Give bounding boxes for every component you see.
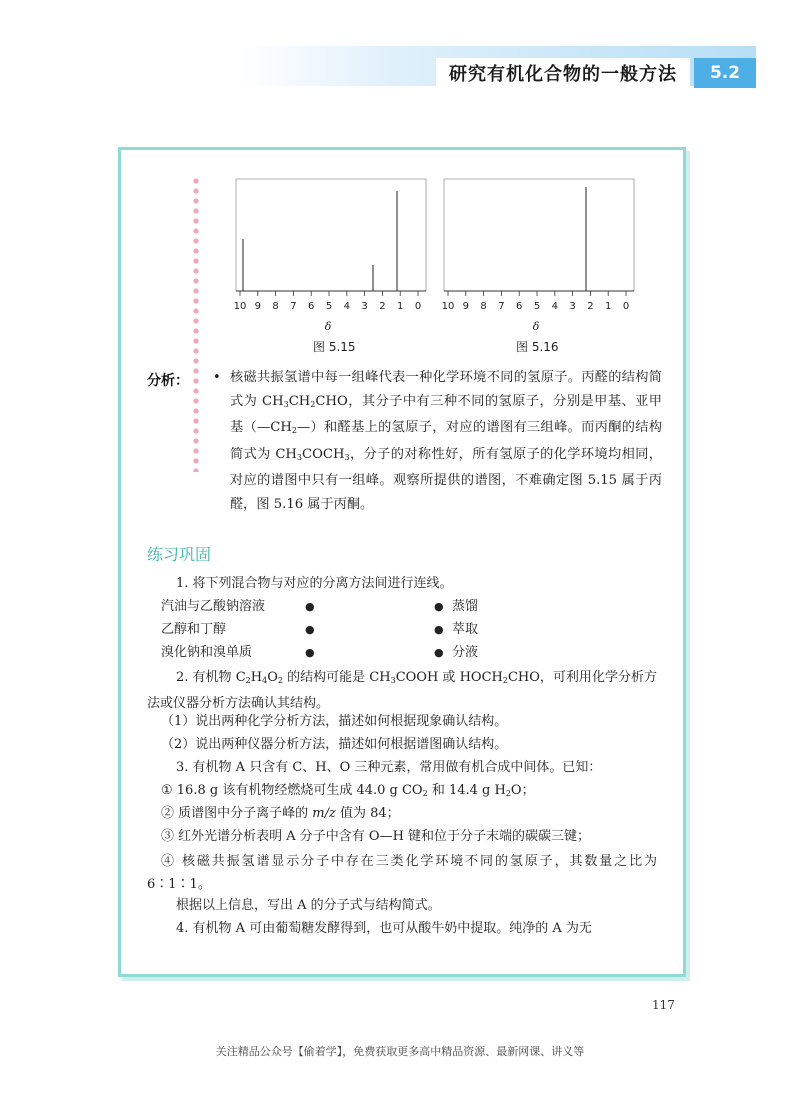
match-dot-left[interactable]: ● bbox=[305, 623, 315, 636]
match-dot-left[interactable]: ● bbox=[305, 646, 315, 659]
question-1: 1. 将下列混合物与对应的分离方法间进行连线。 bbox=[176, 576, 453, 591]
axis-tick-label: 10 bbox=[441, 301, 455, 312]
chapter-title-box bbox=[436, 58, 690, 88]
analysis-bullet: • bbox=[213, 370, 221, 385]
axis-tick-label: 0 bbox=[414, 301, 422, 312]
mixture-item: 汽油与乙酸钠溶液 bbox=[161, 599, 266, 614]
question-3-instruction: 根据以上信息，写出 A 的分子式与结构简式。 bbox=[176, 898, 441, 913]
section-number: 5.2 bbox=[709, 63, 741, 83]
decorative-dots bbox=[191, 176, 201, 472]
method-item: 分液 bbox=[452, 645, 479, 660]
axis-tick-label: 4 bbox=[551, 301, 558, 312]
analysis-paragraph: 核磁共振氢谱中每一组峰代表一种化学环境不同的氢原子。丙醛的结构简式为 $CH_3CH_2CHO$，其分子中有三种不同的氢原子，分别是甲基、亚甲基$(—CH_2—)$和醛基上的氢原子，对应的谱图有三组峰。而丙酮的结构简式为 $CH_3COCH_3$，分子的对称性好，所有氢原子的化学环境均相同，对应的谱图中只有一组峰。观察所提供的谱图，不难确定图 5.15 属于丙醛，图 5.16 属于丙酮。 bbox=[230, 370, 663, 512]
page-number: 117 bbox=[652, 998, 675, 1012]
axis-tick-label: 1 bbox=[605, 301, 612, 312]
question-3: 3. 有机物 A 只含有 C、H、O 三种元素，常用做有机合成中间体。已知： bbox=[176, 760, 602, 775]
axis-tick-label: 9 bbox=[462, 301, 469, 312]
question-2-part-1: （1）说出两种化学分析方法，描述如何根据现象确认结构。 bbox=[161, 714, 508, 729]
match-dot-right[interactable]: ● bbox=[434, 646, 444, 659]
chapter-title: 研究有机化合物的一般方法 bbox=[449, 64, 677, 85]
axis-tick-label: 5 bbox=[325, 301, 333, 312]
question-3-condition-2: ② 质谱图中分子离子峰的 m/z 值为 84； bbox=[161, 806, 400, 821]
axis-tick-label: 6 bbox=[516, 301, 523, 312]
exercise-section-title: 练习巩固 bbox=[147, 545, 212, 564]
axis-label-delta-2: δ bbox=[532, 320, 540, 333]
question-2: 2. 有机物 $C_2H_4O_2$ 的结构可能是 $CH_3COOH$ 或 $HOCH_2CHO$，可利用化学分析方法或仪器分析方法确认其结构。 bbox=[147, 670, 657, 711]
axis-tick-label: 2 bbox=[587, 301, 594, 312]
axis-tick-label: 3 bbox=[569, 301, 576, 312]
method-item: 萃取 bbox=[452, 622, 479, 637]
question-4: 4. 有机物 A 可由葡萄糖发酵得到，也可从酸牛奶中提取。纯净的 A 为无 bbox=[176, 921, 592, 936]
spectrum-figure-5-16 bbox=[440, 177, 640, 337]
axis-tick-label: 5 bbox=[533, 301, 541, 312]
axis-tick-label: 7 bbox=[290, 301, 297, 312]
section-number-box bbox=[694, 58, 756, 88]
axis-tick-label: 3 bbox=[361, 301, 368, 312]
axis-tick-label: 8 bbox=[480, 301, 487, 312]
analysis-label: 分析： bbox=[147, 373, 189, 389]
axis-label-delta-1: δ bbox=[324, 320, 332, 333]
axis-tick-label: 10 bbox=[233, 301, 247, 312]
figure-caption-5-15: 图 5.15 bbox=[313, 340, 356, 354]
mixture-item: 溴化钠和溴单质 bbox=[161, 645, 253, 660]
question-3-condition-1: ① 16.8 g 该有机物经燃烧可生成 44.0 g $CO_2$ 和 14.4 g $H_2O$； bbox=[161, 783, 535, 798]
spectrum-figure-5-15 bbox=[232, 177, 432, 337]
match-dot-left[interactable]: ● bbox=[305, 600, 315, 613]
axis-tick-label: 1 bbox=[397, 301, 404, 312]
method-item: 蒸馏 bbox=[452, 599, 479, 614]
question-3-condition-4: ④ 核磁共振氢谱显示分子中存在三类化学环境不同的氢原子，其数量之比为 6∶1∶1。 bbox=[147, 854, 657, 892]
axis-tick-label: 8 bbox=[272, 301, 279, 312]
match-dot-right[interactable]: ● bbox=[434, 623, 444, 636]
axis-tick-label: 2 bbox=[379, 301, 386, 312]
axis-tick-label: 9 bbox=[254, 301, 261, 312]
axis-tick-label: 0 bbox=[622, 301, 630, 312]
footer-note: 关注精品公众号【偷着学】，免费获取更多高中精品资源、最新网课、讲义等 bbox=[215, 1045, 585, 1058]
axis-tick-label: 4 bbox=[343, 301, 350, 312]
question-3-condition-3: ③ 红外光谱分析表明 A 分子中含有 O—H 键和位于分子末端的碳碳三键； bbox=[161, 829, 591, 844]
axis-tick-label: 7 bbox=[498, 301, 505, 312]
mixture-item: 乙醇和丁醇 bbox=[161, 622, 227, 637]
question-2-part-2: （2）说出两种仪器分析方法，描述如何根据谱图确认结构。 bbox=[161, 737, 508, 752]
match-dot-right[interactable]: ● bbox=[434, 600, 444, 613]
axis-tick-label: 6 bbox=[308, 301, 315, 312]
figure-caption-5-16: 图 5.16 bbox=[516, 340, 559, 354]
